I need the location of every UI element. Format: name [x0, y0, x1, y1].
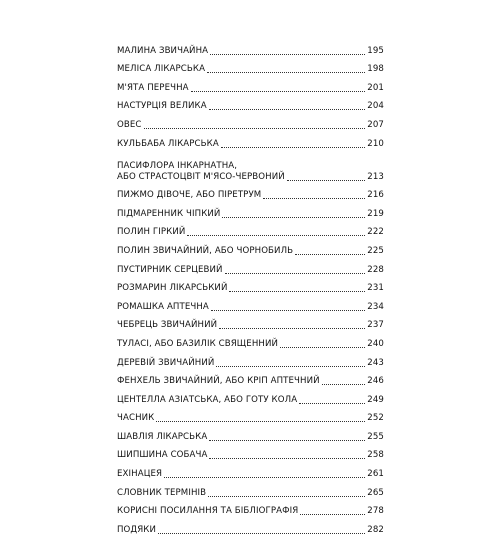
toc-entry: [117, 424, 384, 443]
dot-leader: [209, 458, 365, 459]
toc-entry: [117, 257, 384, 276]
dot-leader: [287, 180, 366, 181]
toc-entry-title: ПІДМАРЕННИК ЧІПКИЙ: [117, 208, 221, 219]
toc-entry-title: НАСТУРЦІЯ ВЕЛИКА: [117, 101, 207, 112]
toc-entry-page: 195: [367, 45, 384, 56]
toc-entry-title-line: АБО СТРАСТОЦВІТ М'ЯСО-ЧЕРВОНИЙ: [117, 171, 285, 182]
toc-entry-page: 201: [367, 82, 384, 93]
toc-entry: [117, 57, 384, 76]
toc-entry-page: 216: [367, 190, 384, 201]
toc-entry-title: СЛОВНИК ТЕРМІНІВ: [117, 487, 207, 498]
toc-entry-title: ПОЛИН ГІРКИЙ: [117, 227, 186, 238]
toc-entry-title: М'ЯТА ПЕРЕЧНА: [117, 82, 189, 93]
toc-entry-page: 213: [367, 171, 384, 182]
toc-entry-title: ЕХІНАЦЕЯ: [117, 469, 163, 480]
dot-leader: [221, 147, 365, 148]
toc-entry-page: 219: [367, 208, 384, 219]
toc-entry-title: ШАВЛІЯ ЛІКАРСЬКА: [117, 431, 208, 442]
toc-entry-title: ФЕНХЕЛЬ ЗВИЧАЙНИЙ, АБО КРІП АПТЕЧНИЙ: [117, 376, 320, 387]
toc-entry-title: ЧЕБРЕЦЬ ЗВИЧАЙНИЙ: [117, 320, 218, 331]
toc-entry-page: 249: [367, 394, 384, 405]
dot-leader: [144, 128, 366, 129]
dot-leader: [191, 91, 366, 92]
toc-entry-page: 265: [367, 487, 384, 498]
dot-leader: [208, 496, 365, 497]
toc-entry-page: 278: [367, 506, 384, 517]
toc-entry-page: 234: [367, 301, 384, 312]
dot-leader: [300, 514, 365, 515]
toc-entry: [117, 517, 384, 536]
toc-entry-title: ПОДЯКИ: [117, 524, 157, 535]
toc-entry-page: 252: [367, 413, 384, 424]
dot-leader: [280, 347, 365, 348]
toc-entry-page: 258: [367, 450, 384, 461]
toc-entry-page: 282: [367, 524, 384, 535]
toc-entry-title: ДЕРЕВІЙ ЗВИЧАЙНИЙ: [117, 357, 215, 368]
toc-entry-page: 204: [367, 101, 384, 112]
toc-entry: [117, 294, 384, 313]
toc-entry-title: [117, 161, 285, 183]
toc-entry-page: 246: [367, 376, 384, 387]
toc-entry-page: 255: [367, 431, 384, 442]
toc-entry-title-line: ПАСИФЛОРА ІНКАРНАТНА,: [117, 160, 238, 171]
toc-entry: [117, 387, 384, 406]
toc-entry-page: 261: [367, 469, 384, 480]
dot-leader: [207, 72, 365, 73]
dot-leader: [209, 440, 365, 441]
toc-entry-page: 240: [367, 338, 384, 349]
toc-entry-title: ЧАСНИК: [117, 413, 155, 424]
toc-entry: [117, 183, 384, 202]
dot-leader: [299, 403, 365, 404]
dot-leader: [295, 254, 365, 255]
toc-entry: [117, 443, 384, 462]
toc-entry: [117, 350, 384, 369]
toc-entry-title: ПОЛИН ЗВИЧАЙНИЙ, АБО ЧОРНОБИЛЬ: [117, 245, 294, 256]
toc-entry-page: 198: [367, 64, 384, 75]
toc-entry-title: ШИПШИНА СОБАЧА: [117, 450, 208, 461]
dot-leader: [209, 109, 366, 110]
dot-leader: [187, 235, 365, 236]
toc-entry: [117, 276, 384, 295]
toc-entry-page: 210: [367, 138, 384, 149]
dot-leader: [210, 54, 365, 55]
toc-entry-title: ТУЛАСІ, АБО БАЗИЛІК СВЯЩЕННИЙ: [117, 338, 279, 349]
toc-entry-page: 228: [367, 264, 384, 275]
toc-entry-title: РОМАШКА АПТЕЧНА: [117, 301, 209, 312]
dot-leader: [158, 533, 365, 534]
toc-entry: [117, 75, 384, 94]
toc-entry: [117, 238, 384, 257]
dot-leader: [216, 366, 365, 367]
toc-entry-title: МЕЛІСА ЛІКАРСЬКА: [117, 64, 206, 75]
toc-entry: [117, 131, 384, 150]
toc-entry: [117, 406, 384, 425]
toc-entry: [117, 150, 384, 183]
toc-entry-page: 207: [367, 119, 384, 130]
toc-entry: [117, 331, 384, 350]
toc-entry-page: 231: [367, 283, 384, 294]
toc-entry-page: 237: [367, 320, 384, 331]
dot-leader: [322, 384, 366, 385]
toc-entry: [117, 112, 384, 131]
toc-entry: [117, 369, 384, 388]
toc-entry-title: ОВЕС: [117, 119, 142, 130]
toc-entry: [117, 313, 384, 332]
toc-entry: [117, 499, 384, 518]
dot-leader: [225, 273, 366, 274]
dot-leader: [229, 291, 365, 292]
toc-entry: [117, 201, 384, 220]
toc-entry: [117, 94, 384, 113]
dot-leader: [222, 217, 365, 218]
toc-entry: [117, 461, 384, 480]
toc-entry-title: КУЛЬБАБА ЛІКАРСЬКА: [117, 138, 219, 149]
dot-leader: [219, 328, 365, 329]
toc-entry-page: 243: [367, 357, 384, 368]
toc-entry-page: 225: [367, 245, 384, 256]
toc-entry: [117, 38, 384, 57]
dot-leader: [263, 198, 365, 199]
toc-entry-title: ЦЕНТЕЛЛА АЗІАТСЬКА, АБО ГОТУ КОЛА: [117, 394, 298, 405]
dot-leader: [156, 421, 365, 422]
dot-leader: [211, 310, 365, 311]
toc-entry-title: МАЛИНА ЗВИЧАЙНА: [117, 45, 209, 56]
dot-leader: [164, 477, 365, 478]
toc-entry-title: ПИЖМО ДІВОЧЕ, АБО ПІРЕТРУМ: [117, 190, 262, 201]
toc-entry-title: ПУСТИРНИК СЕРЦЕВИЙ: [117, 264, 223, 275]
toc-entry: [117, 480, 384, 499]
toc-entry-page: 222: [367, 227, 384, 238]
toc-entry-title: КОРИСНІ ПОСИЛАННЯ ТА БІБЛІОГРАФІЯ: [117, 506, 299, 517]
table-of-contents: [117, 38, 384, 536]
toc-entry: [117, 220, 384, 239]
toc-entry-title: РОЗМАРИН ЛІКАРСЬКИЙ: [117, 283, 228, 294]
